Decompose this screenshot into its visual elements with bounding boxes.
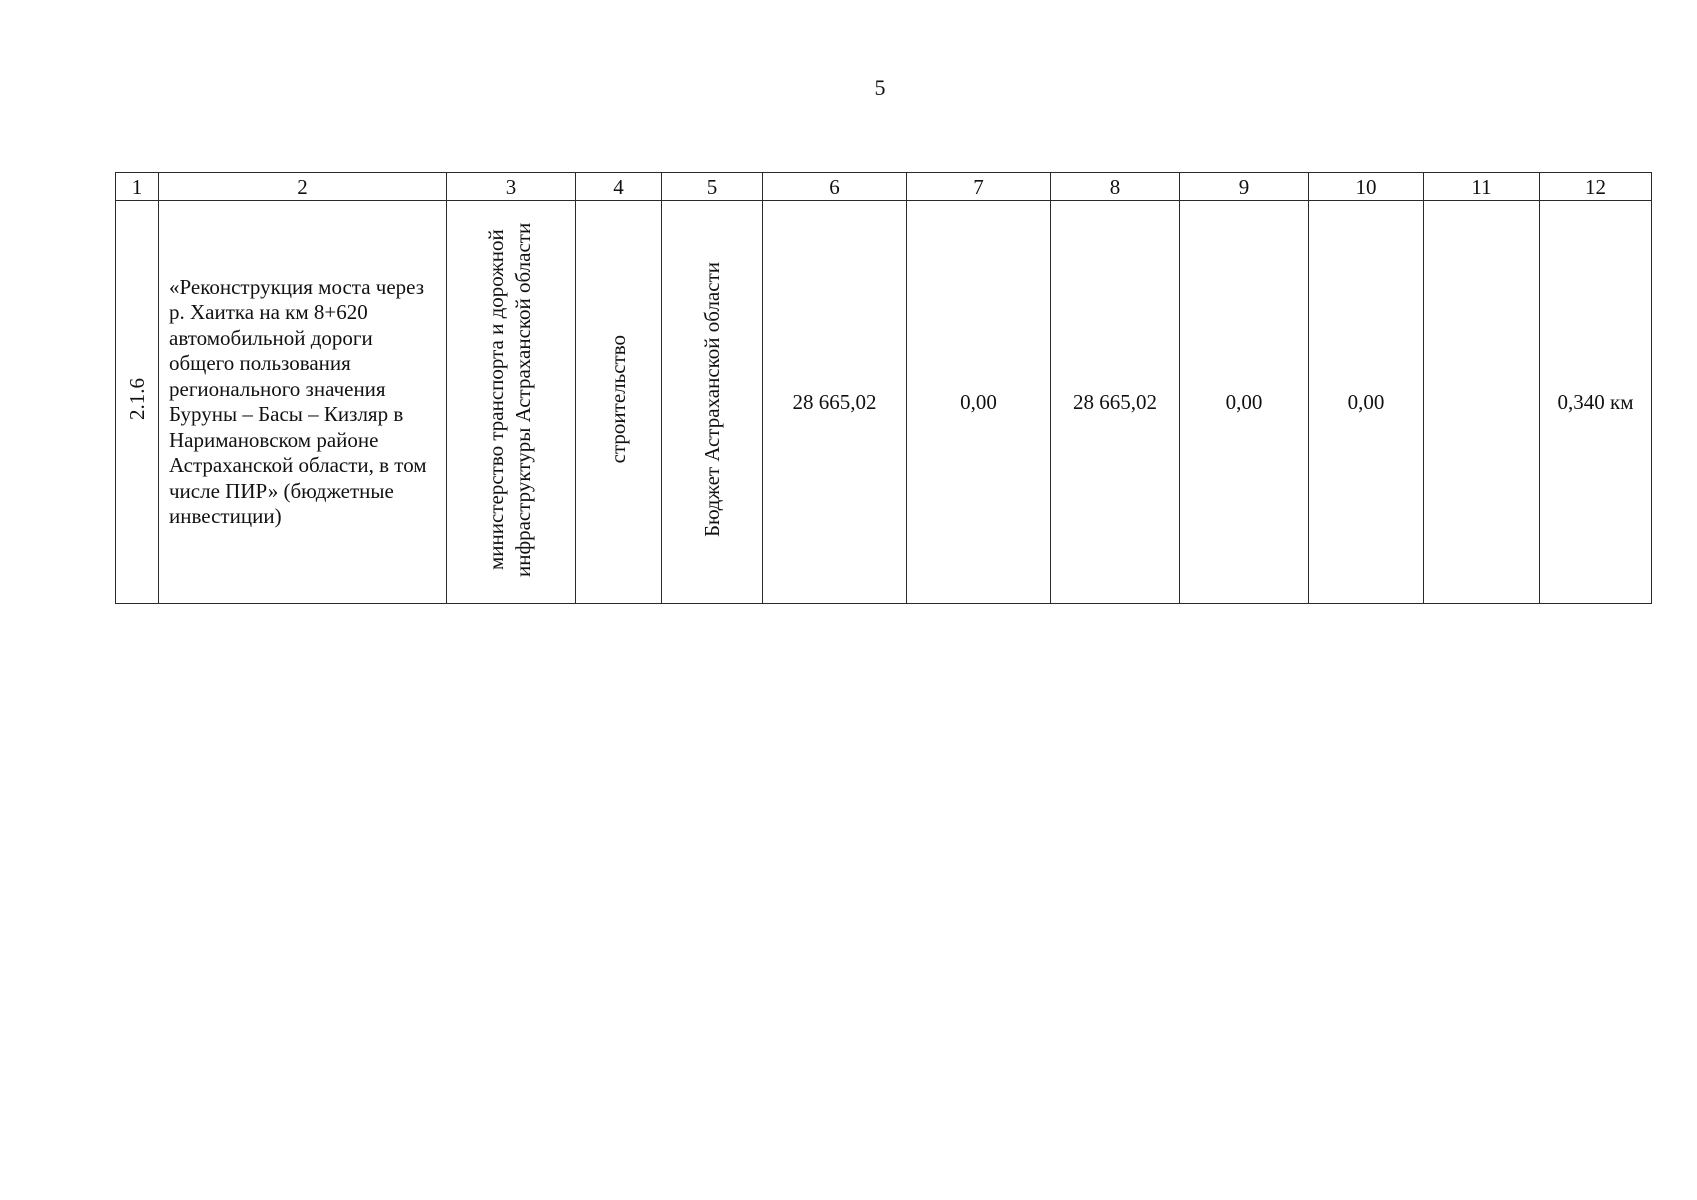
work-type-cell (576, 201, 662, 604)
header-cell-4: 4 (576, 173, 662, 201)
value-cell-12: 0,340 км (1540, 201, 1652, 604)
value-cell-10: 0,00 (1309, 201, 1424, 604)
header-row (116, 173, 1652, 201)
responsible-cell (447, 201, 576, 604)
value-cell-11 (1424, 201, 1540, 604)
value-cell-6: 28 665,02 (763, 201, 907, 604)
header-cell-7: 7 (907, 173, 1051, 201)
value-cell-9: 0,00 (1180, 201, 1309, 604)
header-cell-12: 12 (1540, 173, 1652, 201)
header-cell-6: 6 (763, 173, 907, 201)
value-cell-8: 28 665,02 (1051, 201, 1180, 604)
header-cell-11: 11 (1424, 173, 1540, 201)
header-cell-3: 3 (447, 173, 576, 201)
funding-source-cell (662, 201, 763, 604)
header-cell-8: 8 (1051, 173, 1180, 201)
responsible-text: министерство транспорта и дорожной инфраструктуры Астраханской области (484, 221, 535, 577)
object-name-cell: «Реконструкция моста через р. Хаитка на км 8+620 автомобильной дороги общего пользования регионального значения Буруны – Басы – Кизляр в Наримановском районе Астраханской области, в том числе ПИР» (бюджетные инвестиции) (159, 201, 447, 604)
header-cell-10: 10 (1309, 173, 1424, 201)
row-number: 2.1.6 (124, 378, 149, 420)
work-type-text: строительство (606, 334, 630, 464)
table-row (116, 201, 1652, 604)
header-cell-5: 5 (662, 173, 763, 201)
value-cell-7: 0,00 (907, 201, 1051, 604)
row-number-cell (116, 201, 159, 604)
header-cell-1: 1 (116, 173, 159, 201)
funding-source-text: Бюджет Астраханской области (699, 261, 724, 537)
header-cell-9: 9 (1180, 173, 1309, 201)
page-number: 5 (874, 75, 886, 100)
program-table (115, 172, 1652, 604)
header-cell-2: 2 (159, 173, 447, 201)
